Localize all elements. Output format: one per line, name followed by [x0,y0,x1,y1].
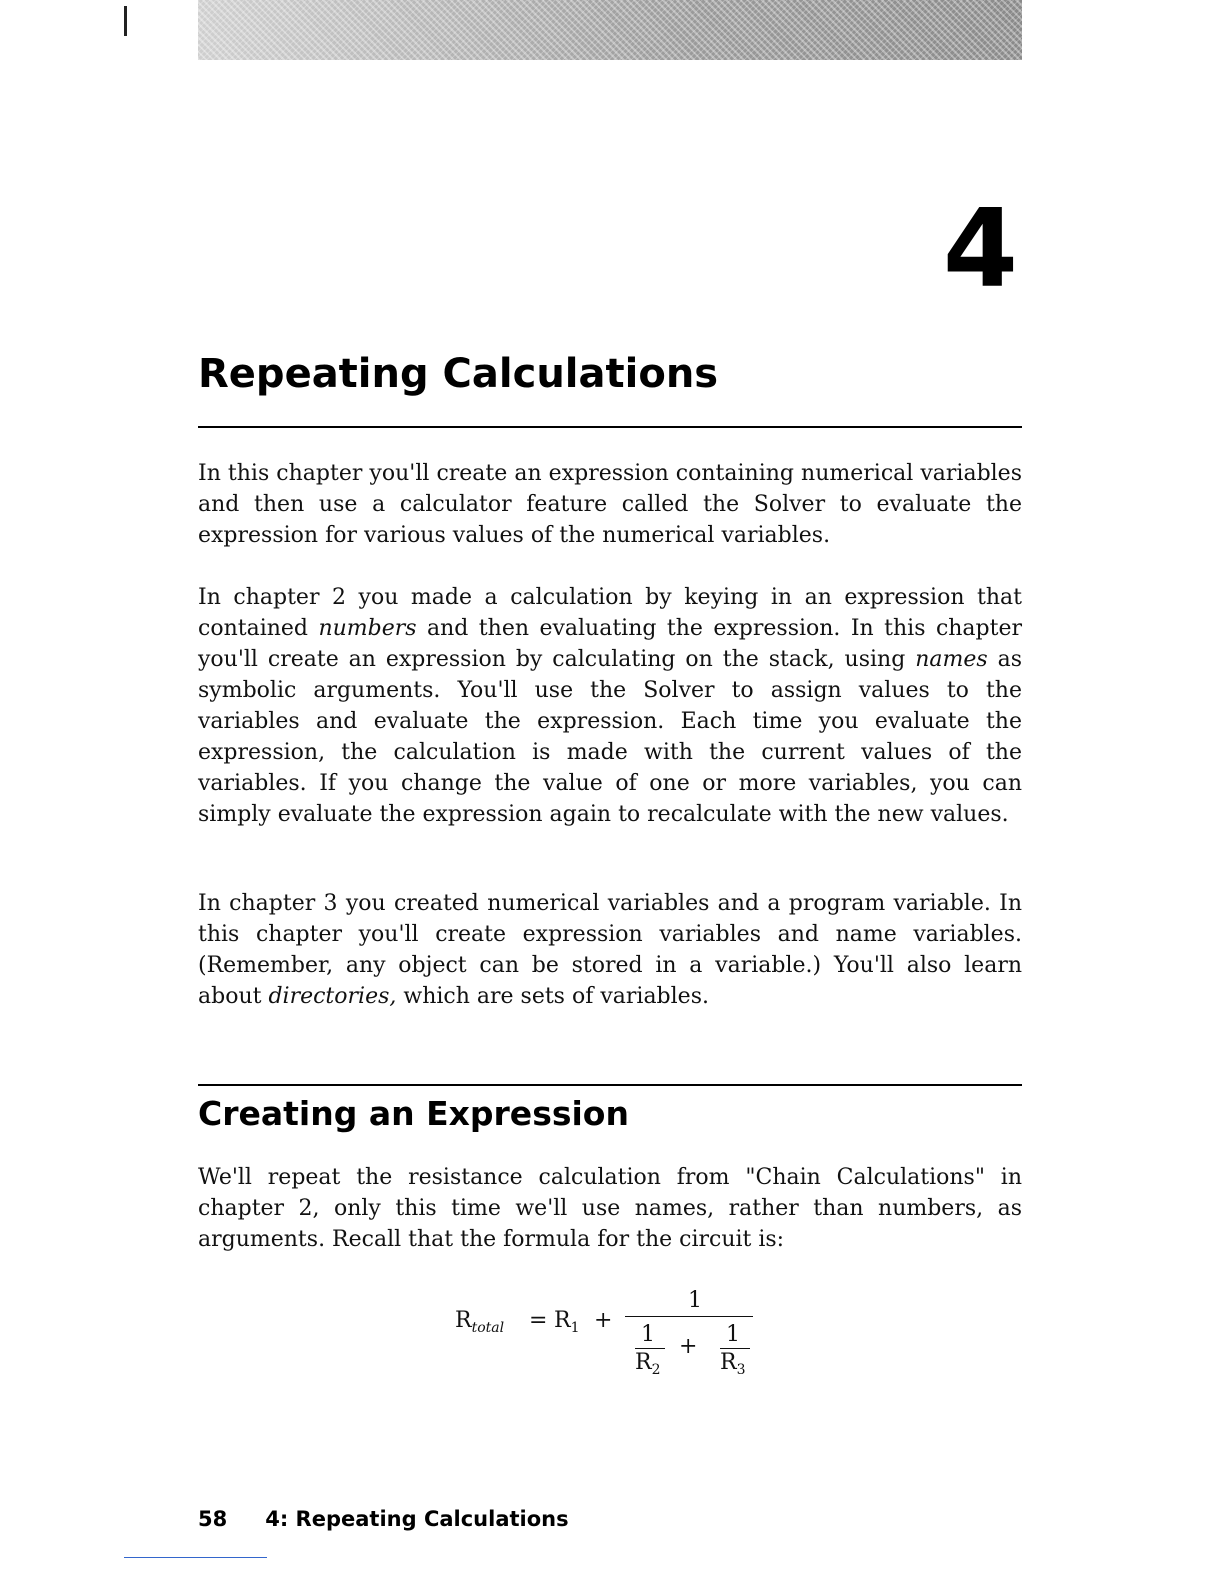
p2-text-2: and then evaluating the expression. In this chapter you'll create an expression by calculating on the stack, using [198,616,1023,672]
formula-plus: + [594,1308,613,1333]
title-rule [198,426,1022,428]
chapter-title: Repeating Calculations [198,351,719,397]
p3-text-2: which are sets of variables. [396,984,709,1009]
formula-r-total: $R_{total}$ [455,1308,505,1336]
formula-fraction-bar-r2 [635,1348,665,1349]
section-title: Creating an Expression [198,1094,629,1133]
formula-numerator-r3: 1 [726,1322,740,1347]
formula-numerator-r2: 1 [641,1322,655,1347]
section-paragraph: We'll repeat the resistance calculation from "Chain Calculations" in chapter 2, only this time we'll use names, rather than numbers, as arguments. Recall that the formula for the circuit is: [198,1165,1022,1252]
formula-fraction-bar-r3 [720,1348,750,1349]
page-number: 58 [198,1507,228,1531]
chapter3-paragraph [198,888,1022,1012]
p2-text-3: as symbolic arguments. You'll use the Solver to assign values to the variables and evaluate the expression. Each time you evaluate the expression, the calculation is made with the current values of the variables. If you change the value of one or more variables, you can simply evaluate the expression again to recalculate with the new values. [198,647,1022,827]
formula-main-fraction-bar [625,1316,753,1317]
formula-numerator: 1 [688,1288,702,1313]
p2-emphasis-numbers: numbers [318,616,417,641]
formula-plus-denominator: + [679,1334,698,1359]
page-footer [198,1507,569,1531]
p3-emphasis-directories: directories, [268,984,397,1009]
intro-paragraph: In this chapter you'll create an expression containing numerical variables and then use a calculator feature called the Solver to evaluate the expression for various values of the numerical variables. [198,461,1022,548]
chapter-header-band [198,0,1022,60]
formula-r1: $R_1$ [554,1308,580,1336]
chapter-number: 4 [942,187,1018,312]
p2-text-1: In chapter 2 you made a calculation by keying in an expression that contained [198,585,1022,641]
section-rule [198,1084,1022,1086]
chapter2-paragraph [198,582,1022,830]
p3-text-1: In chapter 3 you created numerical variables and a program variable. In this chapter you'll create expression variables and name variables. (Remember, any object can be stored in a variable.) You'll also learn about [198,891,1022,1009]
formula-r2: $R_2$ [635,1350,661,1378]
bottom-edge-line [124,1557,267,1558]
formula-r3: $R_3$ [720,1350,746,1378]
resistance-formula [455,1286,775,1386]
running-title: 4: Repeating Calculations [265,1507,569,1531]
p2-emphasis-names: names [915,647,988,672]
formula-equals: = [529,1308,548,1333]
margin-mark [124,6,127,36]
